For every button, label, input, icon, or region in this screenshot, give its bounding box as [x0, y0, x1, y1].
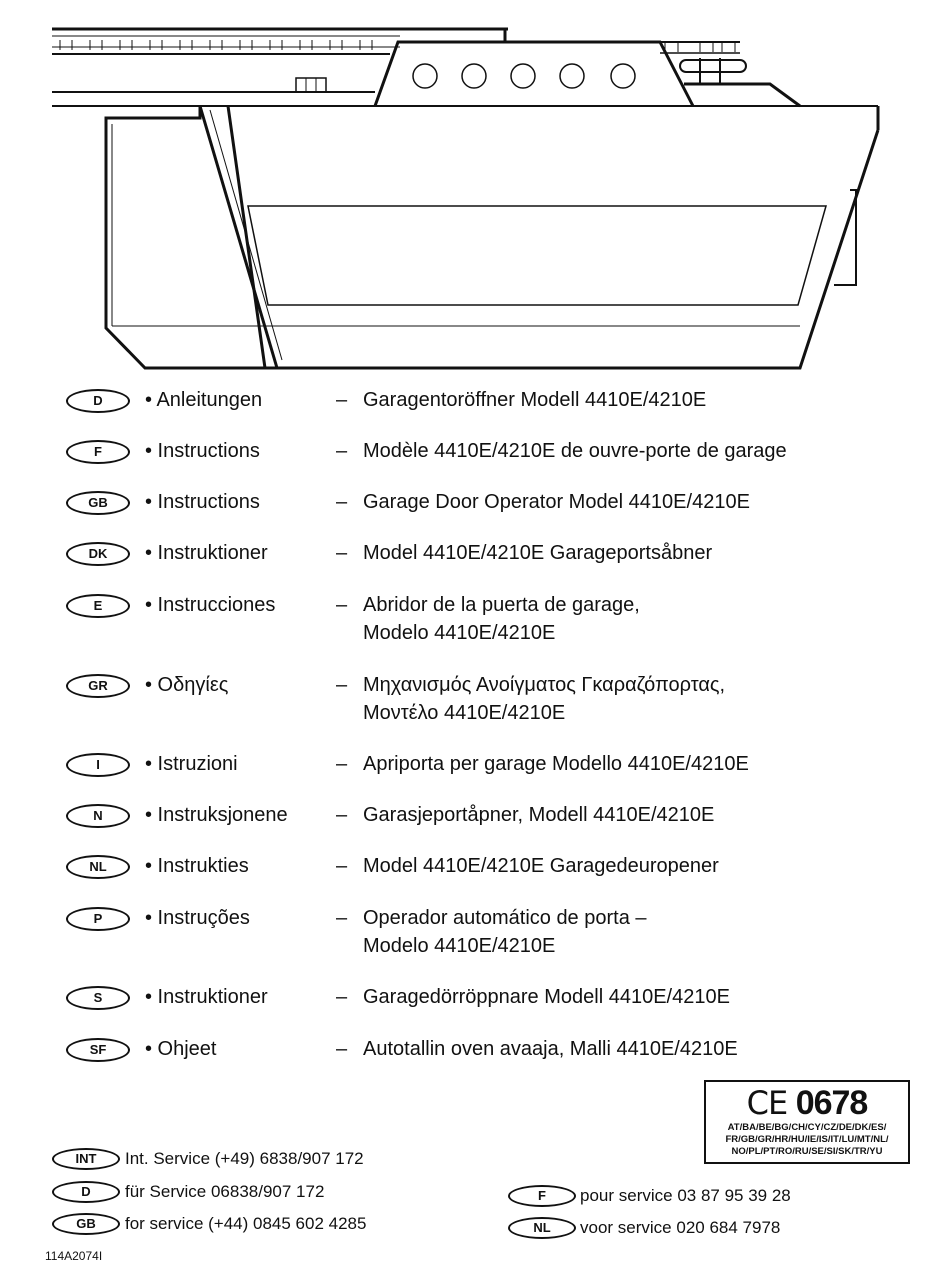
- dash: –: [336, 542, 348, 564]
- notified-body-number: 0678: [795, 1084, 868, 1122]
- language-description: Μηχανισμός Ανοίγματος Γκαραζόπορτας, Μοντέλο 4410E/4210E: [363, 674, 726, 724]
- dash: –: [336, 440, 348, 462]
- dash: –: [336, 986, 348, 1008]
- language-description: Apriporta per garage Modello 4410E/4210E: [363, 753, 749, 775]
- language-description: Garasjeportåpner, Modell 4410E/4210E: [363, 804, 715, 826]
- service-code-badge: GB: [52, 1213, 120, 1235]
- language-code-badge: F: [66, 440, 130, 464]
- service-text: for service (+44) 0845 602 4285: [125, 1214, 367, 1233]
- language-code-badge: N: [66, 804, 130, 828]
- language-label: • Ohjeet: [145, 1038, 217, 1060]
- service-text: voor service 020 684 7978: [580, 1218, 781, 1237]
- language-description: Garagentoröffner Modell 4410E/4210E: [363, 389, 707, 411]
- language-label: • Instrucciones: [145, 594, 276, 616]
- language-label: • Istruzioni: [145, 753, 238, 775]
- service-code-badge: INT: [52, 1148, 120, 1170]
- language-label: • Instructions: [145, 440, 260, 462]
- language-code-badge: P: [66, 907, 130, 931]
- dash: –: [336, 491, 348, 513]
- dash: –: [336, 804, 348, 826]
- language-code-badge: GB: [66, 491, 130, 515]
- ce-certification-box: [704, 1080, 910, 1164]
- language-label: • Instruktioner: [145, 986, 268, 1008]
- language-label: • Instructions: [145, 491, 260, 513]
- language-code-badge: DK: [66, 542, 130, 566]
- language-code-badge: I: [66, 753, 130, 777]
- service-code-badge: NL: [508, 1217, 576, 1239]
- service-code-badge: D: [52, 1181, 120, 1203]
- language-label: • Anleitungen: [145, 389, 263, 411]
- language-description: Autotallin oven avaaja, Malli 4410E/4210E: [363, 1038, 738, 1060]
- document-number: 114A2074I: [45, 1249, 103, 1263]
- ce-symbol: CE: [746, 1084, 788, 1122]
- language-code-badge: NL: [66, 855, 130, 879]
- service-text: pour service 03 87 95 39 28: [580, 1186, 791, 1205]
- language-code-badge: S: [66, 986, 130, 1010]
- language-description: Operador automático de porta – Modelo 4410E/4210E: [363, 907, 647, 957]
- service-code-badge: F: [508, 1185, 576, 1207]
- dash: –: [336, 674, 348, 696]
- language-description: Modèle 4410E/4210E de ouvre-porte de garage: [363, 440, 787, 462]
- language-description: Garagedörröppnare Modell 4410E/4210E: [363, 986, 730, 1008]
- dash: –: [336, 1038, 348, 1060]
- language-label: • Instruktioner: [145, 542, 268, 564]
- garage-door-opener-illustration: [0, 0, 950, 380]
- language-label: • Οδηγίες: [145, 674, 229, 696]
- language-code-badge: D: [66, 389, 130, 413]
- language-code-badge: GR: [66, 674, 130, 698]
- language-code-badge: E: [66, 594, 130, 618]
- ce-mark: [706, 1084, 908, 1122]
- country-list: AT/BA/BE/BG/CH/CY/CZ/DE/DK/ES/ FR/GB/GR/HR/HU/IE/IS/IT/LU/MT/NL/ NO/PL/PT/RO/RU/SE/SI/SK/TR/YU: [725, 1122, 889, 1157]
- language-description: Model 4410E/4210E Garageportsåbner: [363, 542, 713, 564]
- language-description: Model 4410E/4210E Garagedeuropener: [363, 855, 719, 877]
- dash: –: [336, 389, 348, 411]
- dash: –: [336, 594, 348, 616]
- language-label: • Instrukties: [145, 855, 249, 877]
- language-description: Garage Door Operator Model 4410E/4210E: [363, 491, 750, 513]
- language-label: • Instruções: [145, 907, 250, 929]
- language-description: Abridor de la puerta de garage, Modelo 4410E/4210E: [363, 594, 640, 644]
- language-label: • Instruksjonene: [145, 804, 288, 826]
- service-text: für Service 06838/907 172: [125, 1182, 325, 1201]
- dash: –: [336, 855, 348, 877]
- dash: –: [336, 907, 348, 929]
- language-code-badge: SF: [66, 1038, 130, 1062]
- service-text: Int. Service (+49) 6838/907 172: [125, 1149, 364, 1168]
- dash: –: [336, 753, 348, 775]
